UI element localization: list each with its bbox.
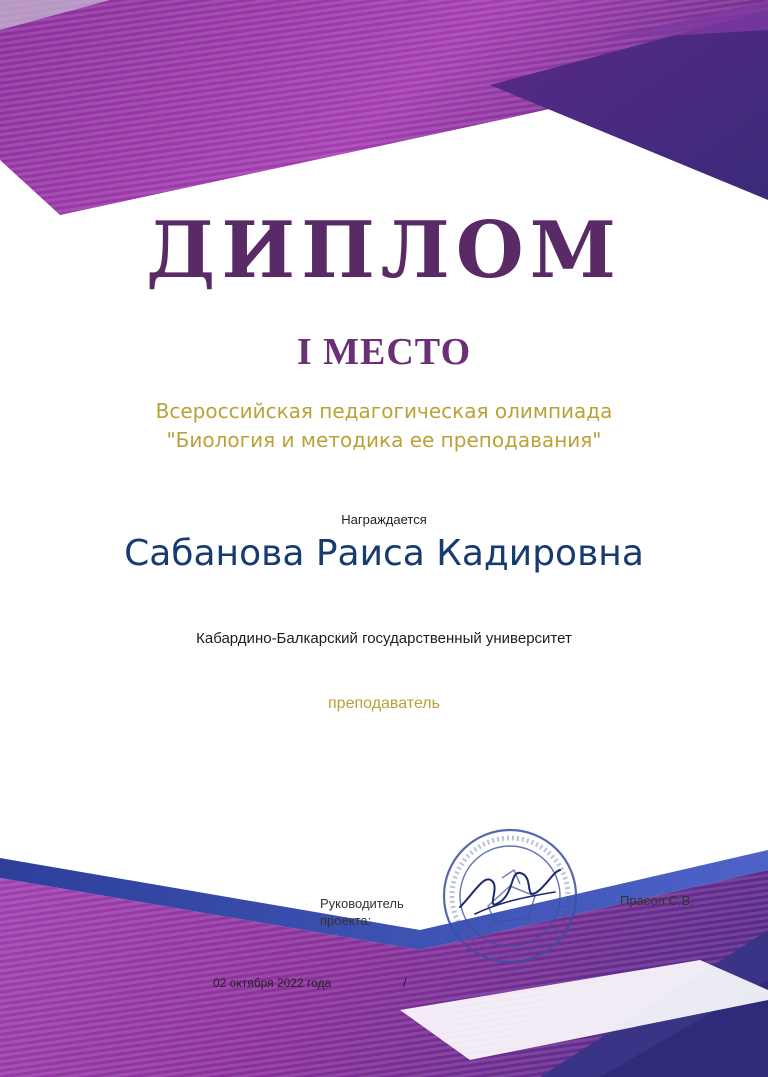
signature-label-line-1: Руководитель	[320, 896, 404, 911]
signatory-name: Прасол С.В.	[620, 893, 694, 908]
issue-date: 02 октября 2022 года	[213, 976, 332, 990]
recipient-role: преподаватель	[328, 695, 440, 712]
recipient-name: Сабанова Раиса Кадировна	[124, 533, 644, 574]
olympiad-name	[0, 397, 768, 455]
olympiad-line-2: "Биология и методика ее преподавания"	[166, 428, 602, 452]
date-separator: /	[403, 975, 407, 990]
organization-name: Кабардино-Балкарский государственный университет	[196, 630, 572, 647]
awarded-label: Награждается	[341, 512, 427, 527]
diploma-title: ДИПЛОМ	[146, 205, 622, 296]
signature-label	[320, 895, 404, 929]
handwritten-signature-icon	[455, 852, 565, 922]
signature-label-line-2: проекта:	[320, 913, 372, 928]
olympiad-line-1: Всероссийская педагогическая олимпиада	[155, 399, 613, 423]
place-heading: I МЕСТО	[296, 331, 472, 373]
